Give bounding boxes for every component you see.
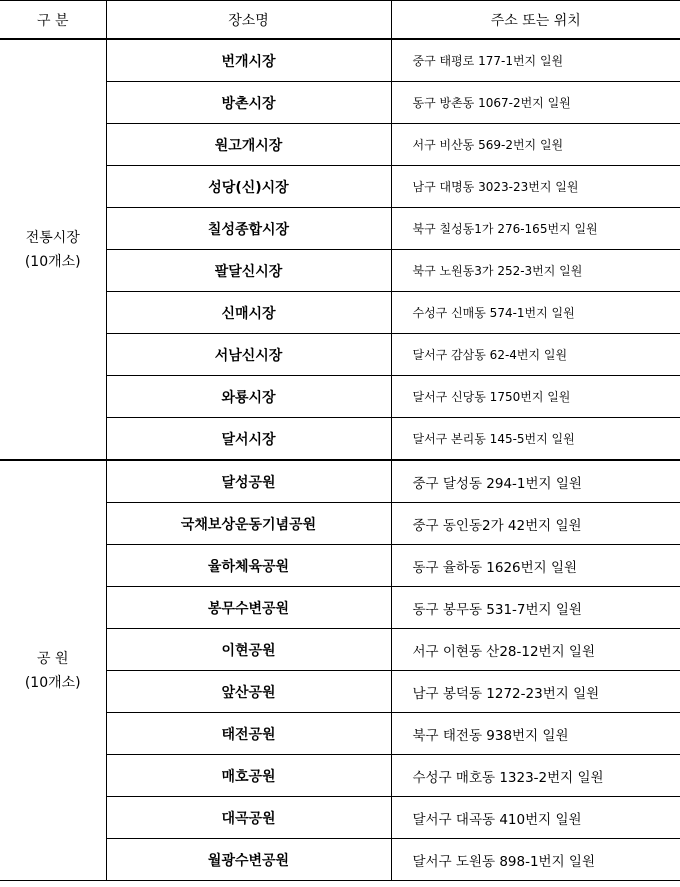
group-traditional-markets (0, 39, 680, 460)
place-name-cell: 대곡공원 (106, 797, 391, 839)
place-name-cell: 달서시장 (106, 418, 391, 461)
header-address: 주소 또는 위치 (391, 1, 680, 40)
address-cell: 수성구 매호동 1323-2번지 일원 (391, 755, 680, 797)
place-name-cell: 신매시장 (106, 292, 391, 334)
place-name-cell: 칠성종합시장 (106, 208, 391, 250)
place-name-cell: 월광수변공원 (106, 839, 391, 881)
place-name-cell: 봉무수변공원 (106, 587, 391, 629)
address-cell: 동구 봉무동 531-7번지 일원 (391, 587, 680, 629)
place-name-cell: 율하체육공원 (106, 545, 391, 587)
address-cell: 달서구 대곡동 410번지 일원 (391, 797, 680, 839)
address-cell: 중구 동인동2가 42번지 일원 (391, 503, 680, 545)
place-name-cell: 팔달신시장 (106, 250, 391, 292)
address-cell: 북구 노원동3가 252-3번지 일원 (391, 250, 680, 292)
address-cell: 서구 이현동 산28-12번지 일원 (391, 629, 680, 671)
address-cell: 동구 율하동 1626번지 일원 (391, 545, 680, 587)
address-cell: 북구 태전동 938번지 일원 (391, 713, 680, 755)
address-cell: 서구 비산동 569-2번지 일원 (391, 124, 680, 166)
address-cell: 달서구 신당동 1750번지 일원 (391, 376, 680, 418)
header-row (0, 1, 680, 40)
category-cell (0, 460, 106, 881)
table-row (0, 460, 680, 503)
address-cell: 남구 봉덕동 1272-23번지 일원 (391, 671, 680, 713)
place-name-cell: 태전공원 (106, 713, 391, 755)
address-cell: 수성구 신매동 574-1번지 일원 (391, 292, 680, 334)
place-name-cell: 국채보상운동기념공원 (106, 503, 391, 545)
group-parks (0, 460, 680, 881)
place-name-cell: 원고개시장 (106, 124, 391, 166)
place-name-cell: 방촌시장 (106, 82, 391, 124)
header-place-name: 장소명 (106, 1, 391, 40)
place-name-cell: 서남신시장 (106, 334, 391, 376)
place-name-cell: 와룡시장 (106, 376, 391, 418)
address-cell: 동구 방촌동 1067-2번지 일원 (391, 82, 680, 124)
place-name-cell: 달성공원 (106, 460, 391, 503)
category-cell (0, 39, 106, 460)
header-category: 구 분 (0, 1, 106, 40)
category-count: (10개소) (24, 674, 81, 691)
address-cell: 중구 태평로 177-1번지 일원 (391, 39, 680, 82)
address-cell: 북구 칠성동1가 276-165번지 일원 (391, 208, 680, 250)
category-label: 공 원 (37, 650, 69, 667)
address-cell: 달서구 도원동 898-1번지 일원 (391, 839, 680, 881)
place-name-cell: 번개시장 (106, 39, 391, 82)
place-name-cell: 앞산공원 (106, 671, 391, 713)
category-label: 전통시장 (25, 229, 80, 246)
address-cell: 달서구 본리동 145-5번지 일원 (391, 418, 680, 461)
table-row (0, 39, 680, 82)
address-cell: 중구 달성동 294-1번지 일원 (391, 460, 680, 503)
category-count: (10개소) (24, 253, 81, 270)
table-header (0, 1, 680, 40)
address-cell: 남구 대명동 3023-23번지 일원 (391, 166, 680, 208)
place-name-cell: 매호공원 (106, 755, 391, 797)
place-name-cell: 이현공원 (106, 629, 391, 671)
address-cell: 달서구 감삼동 62-4번지 일원 (391, 334, 680, 376)
place-name-cell: 성당(신)시장 (106, 166, 391, 208)
